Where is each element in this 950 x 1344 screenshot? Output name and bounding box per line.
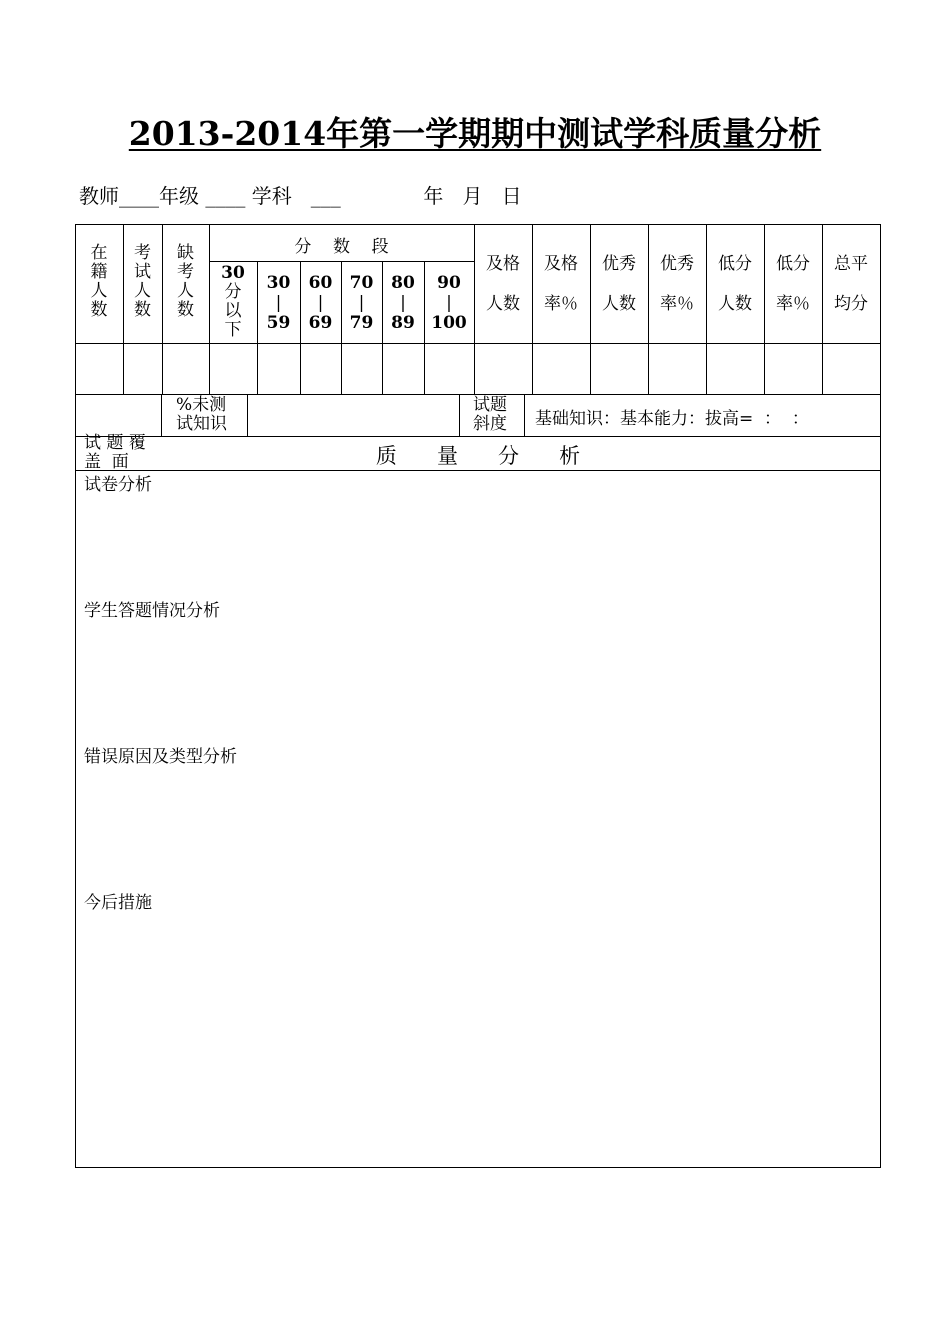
header-excellent-rate: 优秀 率％ xyxy=(660,254,694,314)
band-30-59: 30 | 59 xyxy=(266,273,291,333)
header-score-band: 分 数 段 xyxy=(294,237,389,257)
label-untested: %未测 试知识 xyxy=(176,395,227,434)
section-answer-analysis: 学生答题情况分析 xyxy=(84,601,220,621)
section-paper-analysis: 试卷分析 xyxy=(84,475,152,495)
header-pass-count: 及格 人数 xyxy=(486,254,520,314)
page-title: 2013-2014年第一学期期中测试学科质量分析 xyxy=(128,114,822,153)
header-average: 总平 均分 xyxy=(834,254,868,314)
label-slope: 试题 斜度 xyxy=(473,395,507,434)
label-coverage: 试 题 覆 盖 面 xyxy=(84,433,146,472)
info-line: 教师____年级 ____ 学科 ___ 年 月 日 xyxy=(79,184,522,208)
band-80-89: 80 | 89 xyxy=(391,273,415,333)
band-70-79: 70 | 79 xyxy=(349,273,374,333)
header-low-count: 低分 人数 xyxy=(718,254,752,314)
header-low-rate: 低分 率％ xyxy=(776,254,810,314)
header-tested: 考 试 人 数 xyxy=(134,243,151,320)
analysis-table xyxy=(75,224,881,1168)
band-below-30: 30 分 以 下 xyxy=(221,263,245,340)
slope-ratio: 基础知识：基本能力：拔高= ： ： xyxy=(535,409,809,429)
header-pass-rate: 及格 率％ xyxy=(544,254,578,314)
section-future-measures: 今后措施 xyxy=(84,893,152,913)
band-60-69: 60 | 69 xyxy=(308,273,333,333)
band-90-100: 90 | 100 xyxy=(431,273,467,333)
quality-analysis-header: 质 量 分 析 xyxy=(375,444,581,468)
section-error-analysis: 错误原因及类型分析 xyxy=(84,747,237,767)
header-absent: 缺 考 人 数 xyxy=(177,243,194,320)
header-excellent-count: 优秀 人数 xyxy=(602,254,636,314)
header-enrolled: 在 籍 人 数 xyxy=(90,243,108,320)
